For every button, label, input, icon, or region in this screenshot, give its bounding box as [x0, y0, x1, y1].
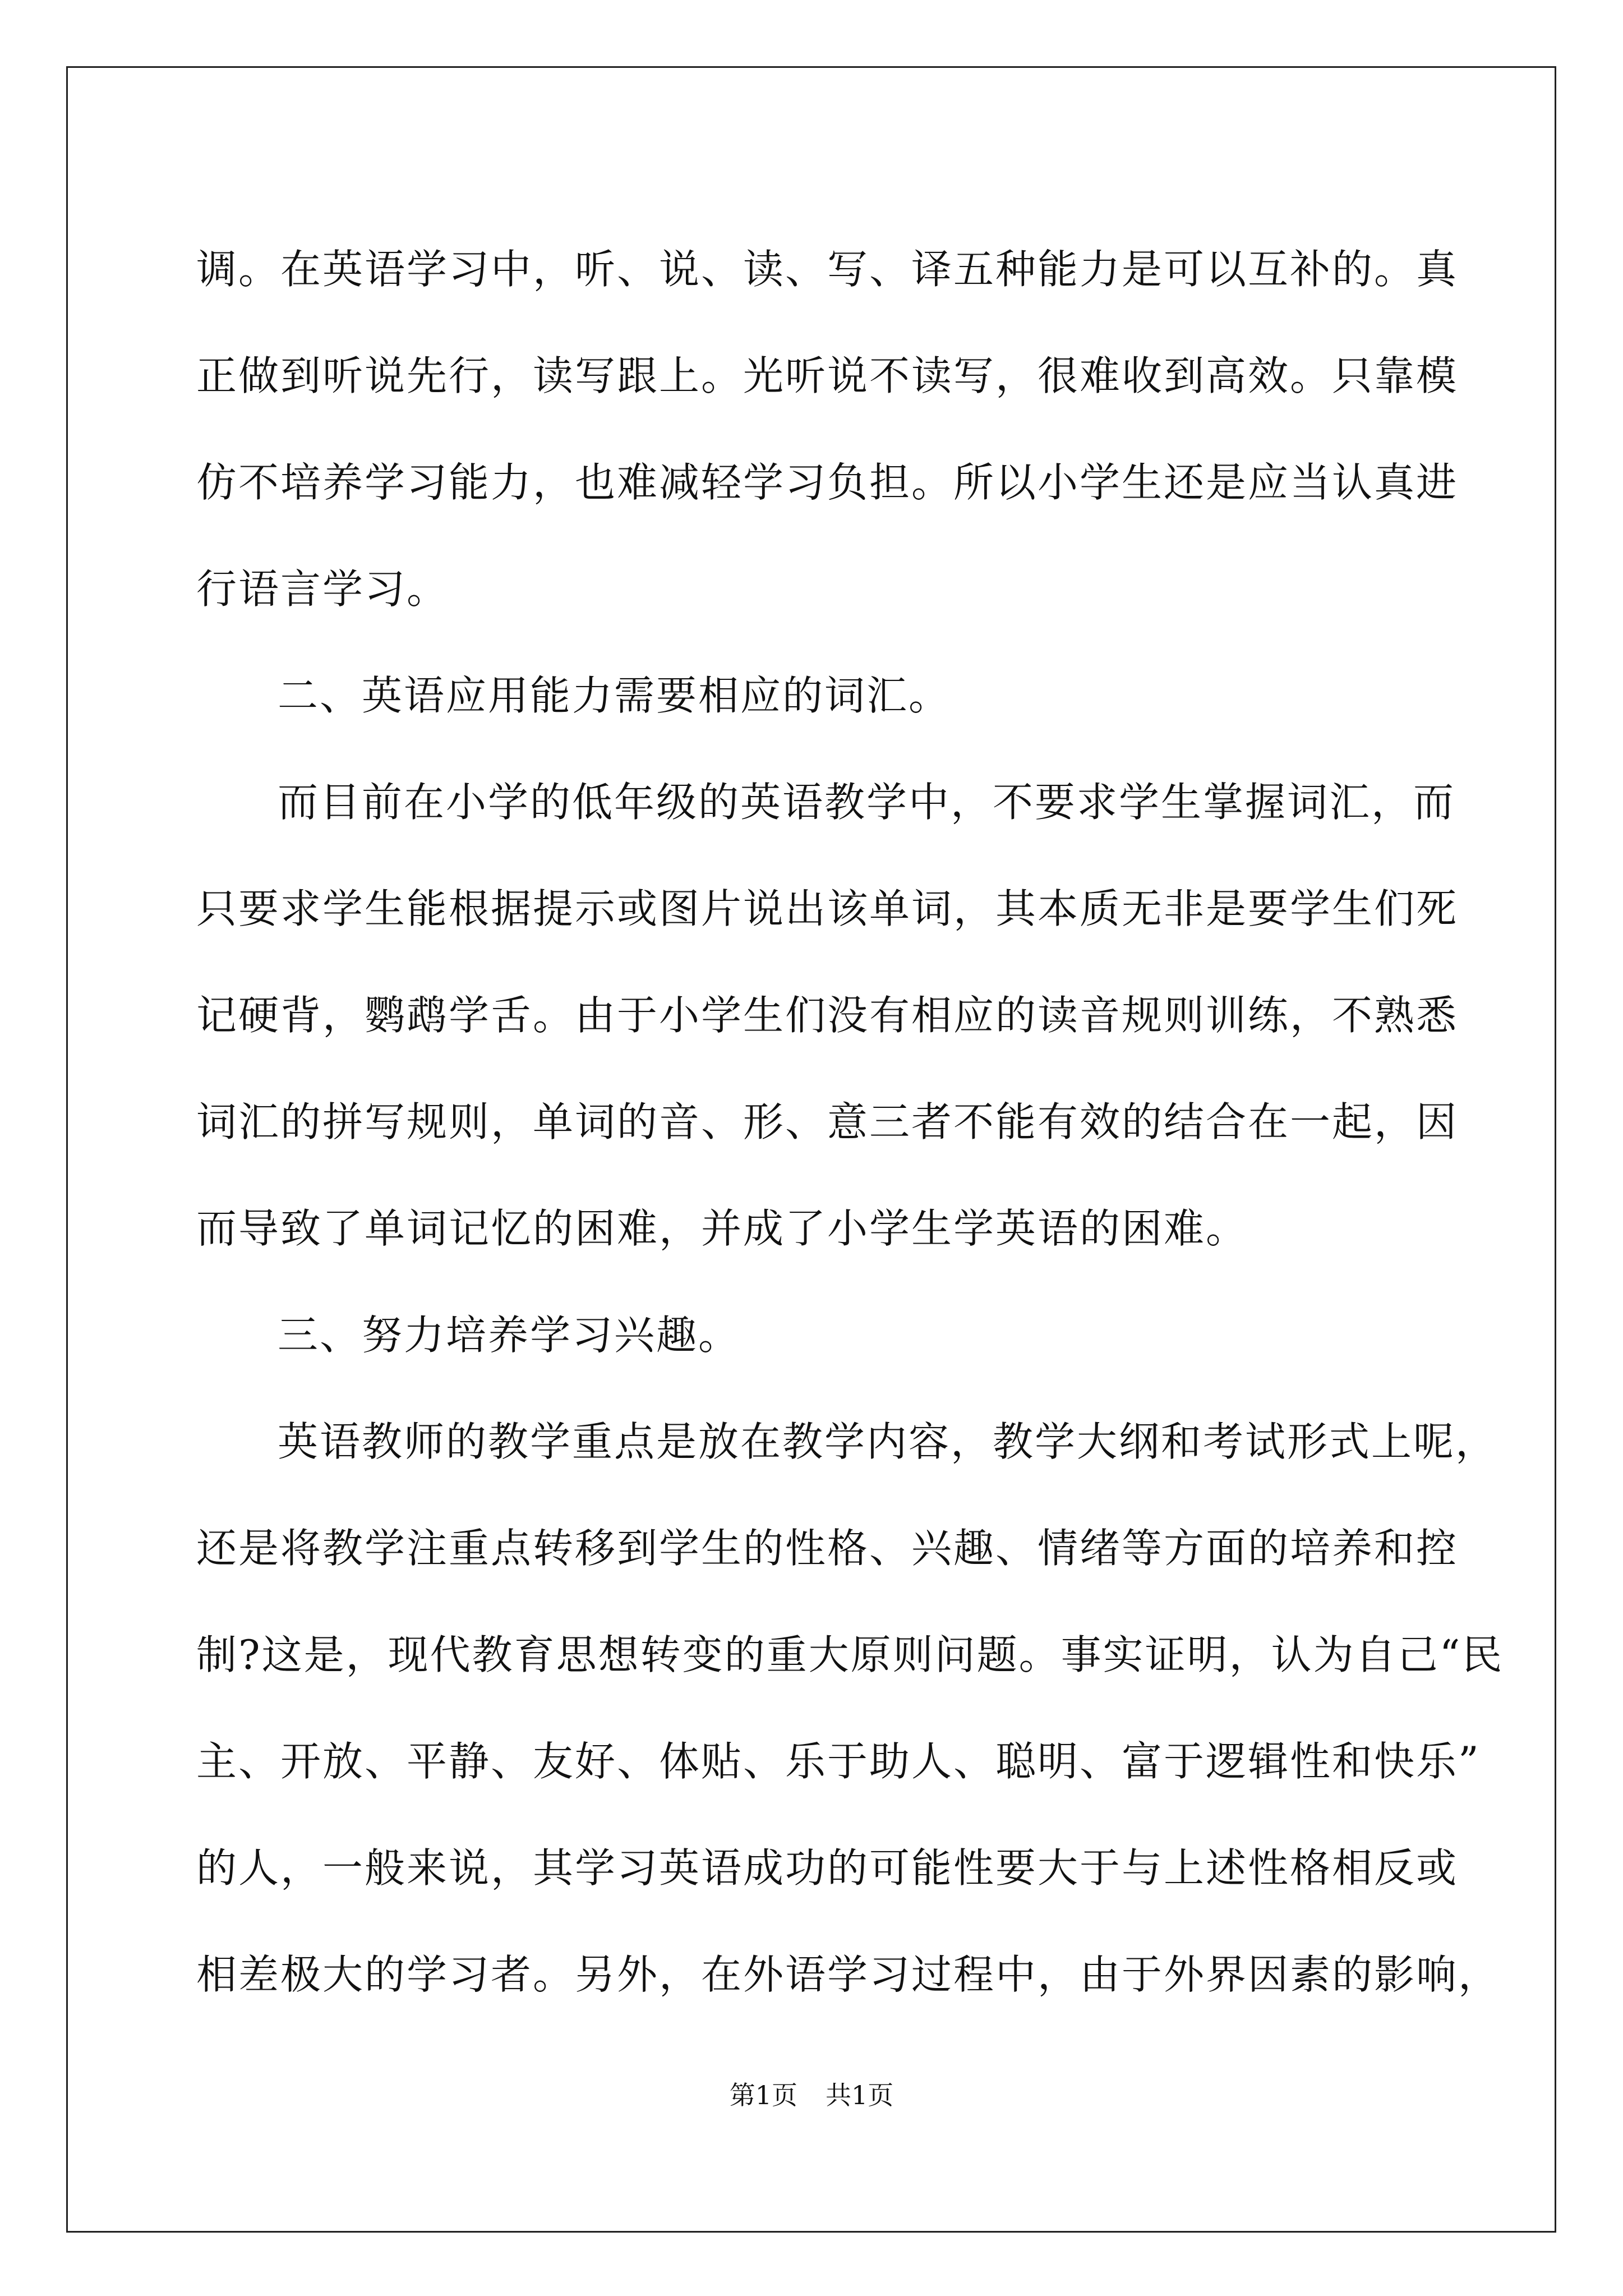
- text-line: 而目前在小学的低年级的英语教学中，不要求学生掌握词汇，而: [278, 779, 1456, 826]
- text-line: 记硬背，鹦鹉学舌。由于小学生们没有相应的读音规则训练，不熟悉: [196, 992, 1459, 1039]
- text-line: 只要求学生能根据提示或图片说出该单词，其本质无非是要学生们死: [196, 885, 1459, 932]
- text-line: 主、开放、平静、友好、体贴、乐于助人、聪明、富于逻辑性和快乐”: [196, 1738, 1481, 1785]
- text-line: 而导致了单词记忆的困难，并成了小学生学英语的困难。: [196, 1205, 1248, 1252]
- text-line: 正做到听说先行，读写跟上。光听说不读写，很难收到高效。只靠模: [196, 352, 1459, 399]
- document-body: [196, 216, 1504, 2028]
- text-line: 还是将教学注重点转移到学生的性格、兴趣、情绪等方面的培养和控: [196, 1525, 1459, 1572]
- text-line: 调。在英语学习中，听、说、读、写、译五种能力是可以互补的。真: [196, 246, 1459, 293]
- text-line: 英语教师的教学重点是放在教学内容，教学大纲和考试形式上呢，: [278, 1418, 1498, 1465]
- text-line: 相差极大的学习者。另外，在外语学习过程中，由于外界因素的影响，: [196, 1951, 1501, 1998]
- current-page-label: 第1页: [729, 2080, 797, 2110]
- section-heading: 三、努力培养学习兴趣。: [278, 1312, 741, 1359]
- text-line: 制?这是，现代教育思想转变的重大原则问题。事实证明，认为自己“民: [196, 1631, 1504, 1678]
- text-line: 的人，一般来说，其学习英语成功的可能性要大于与上述性格相反或: [196, 1844, 1459, 1892]
- total-pages-label: 共1页: [826, 2080, 894, 2110]
- page-footer: [0, 2078, 1623, 2112]
- text-line: 仿不培养学习能力，也难减轻学习负担。所以小学生还是应当认真进: [196, 459, 1459, 506]
- section-heading: 二、英语应用能力需要相应的词汇。: [278, 672, 951, 719]
- text-line: 行语言学习。: [196, 565, 449, 613]
- text-line: 词汇的拼写规则，单词的音、形、意三者不能有效的结合在一起，因: [196, 1098, 1459, 1145]
